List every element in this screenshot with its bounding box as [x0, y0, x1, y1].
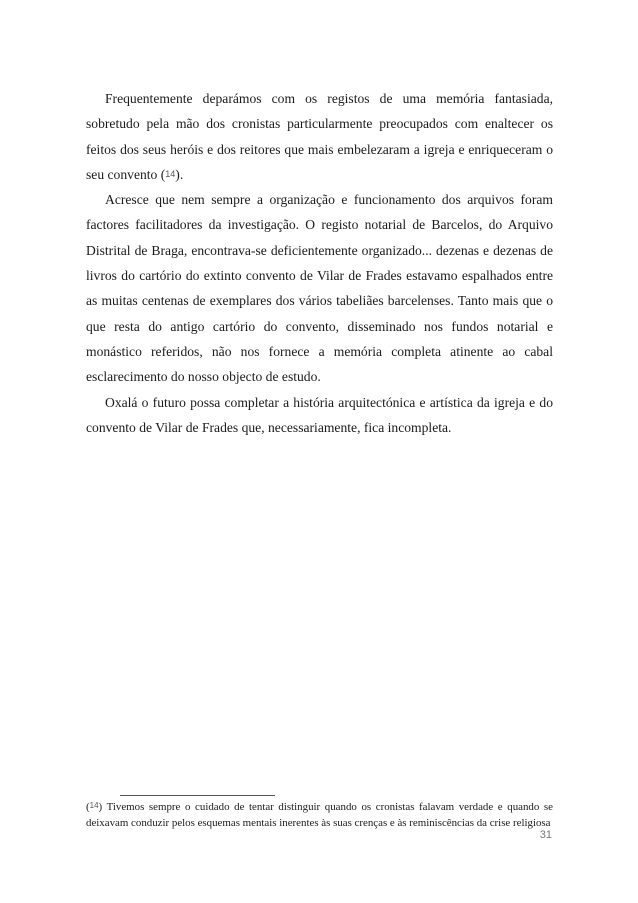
footnote [86, 798, 553, 831]
body-text [86, 86, 553, 440]
page-number: 31 [539, 829, 552, 841]
paragraph-1 [86, 86, 553, 187]
footnote-separator [120, 795, 275, 796]
paragraph-3: Oxalá o futuro possa completar a história arquitectónica e artística da igreja e do convento de Vilar de Frades que, necessariamente, fica incompleta. [86, 394, 553, 435]
footnote-text: Tivemos sempre o cuidado de tentar distinguir quando os cronistas falavam verdade e quando se deixavam conduzir pelos esquemas mentais inerentes às suas crenças e às reminiscências da crise religiosa [86, 801, 553, 829]
footnote-reference[interactable]: 14 [165, 168, 176, 179]
footnote-open-paren: ( [86, 801, 90, 813]
paragraph-2: Acresce que nem sempre a organização e funcionamento dos arquivos foram factores facilitadores da investigação. O registo notarial de Barcelos, do Arquivo Distrital de Braga, encontrava-se deficientemente organizado... dezenas e dezenas de livros do cartório do extinto convento de Vilar de Frades estavamo espalhados entre as muitas centenas de exemplares dos vários tabeliães barcelenses. Tanto mais que o que resta do antigo cartório do convento, disseminado nos fundos notarial e monástico referidos, não nos fornece a memória completa atinente ao cabal esclarecimento do nosso objecto de estudo. [86, 192, 553, 385]
footnote-close-paren: ) [98, 801, 103, 813]
footnote-mark: 14 [89, 801, 99, 810]
paragraph-1-text: Frequentemente deparámos com os registos de uma memória fantasiada, sobretudo pela mão dos cronistas particularmente preocupados com enaltecer os feitos dos seus heróis e dos reitores que mais embelezaram a igreja e enriqueceram o seu convento ( [86, 91, 553, 182]
paragraph-1-text-end: ). [175, 166, 184, 182]
